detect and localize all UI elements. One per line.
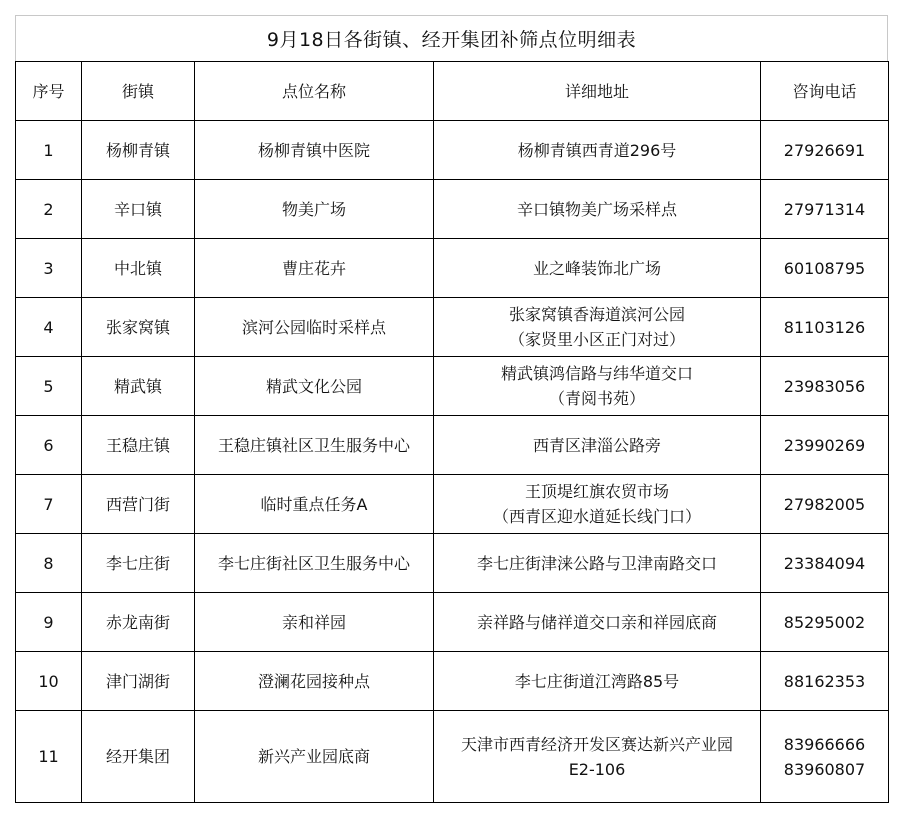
row-town: 李七庄街 bbox=[82, 534, 195, 593]
row-address-line: 天津市西青经济开发区赛达新兴产业园 bbox=[460, 734, 733, 754]
header-address: 详细地址 bbox=[434, 62, 761, 121]
table-row bbox=[16, 416, 889, 475]
row-address-line: （家贤里小区正门对过） bbox=[508, 330, 685, 349]
header-phone: 咨询电话 bbox=[761, 62, 889, 121]
row-phone-line: 83960807 bbox=[783, 759, 866, 779]
row-address bbox=[434, 652, 761, 711]
row-site: 王稳庄镇社区卫生服务中心 bbox=[195, 416, 434, 475]
row-address bbox=[434, 593, 761, 652]
row-index: 7 bbox=[16, 475, 82, 534]
table-row bbox=[16, 593, 889, 652]
row-phone bbox=[761, 593, 889, 652]
row-address bbox=[434, 180, 761, 239]
table-row bbox=[16, 357, 889, 416]
row-phone-line: 88162353 bbox=[783, 671, 866, 691]
table-row bbox=[16, 475, 889, 534]
row-town: 西营门街 bbox=[82, 475, 195, 534]
row-phone bbox=[761, 298, 889, 357]
row-phone-line: 81103126 bbox=[783, 317, 866, 337]
row-site: 新兴产业园底商 bbox=[195, 711, 434, 803]
row-address-line: 杨柳青镇西青道296号 bbox=[517, 140, 677, 160]
row-address-line: 亲祥路与储祥道交口亲和祥园底商 bbox=[476, 612, 717, 632]
row-phone-line: 85295002 bbox=[783, 612, 866, 632]
row-address-line: 精武镇鸿信路与纬华道交口 bbox=[500, 364, 693, 383]
row-address-line: 辛口镇物美广场采样点 bbox=[516, 199, 677, 219]
row-town: 杨柳青镇 bbox=[82, 121, 195, 180]
row-index: 11 bbox=[16, 711, 82, 803]
row-phone bbox=[761, 652, 889, 711]
row-phone-line: 23990269 bbox=[783, 435, 866, 455]
sheet bbox=[15, 15, 888, 803]
row-phone bbox=[761, 534, 889, 593]
row-site: 亲和祥园 bbox=[195, 593, 434, 652]
table-row bbox=[16, 652, 889, 711]
row-site: 澄澜花园接种点 bbox=[195, 652, 434, 711]
row-index: 9 bbox=[16, 593, 82, 652]
table-row bbox=[16, 239, 889, 298]
row-phone bbox=[761, 416, 889, 475]
row-address-line: （西青区迎水道延长线门口） bbox=[492, 507, 701, 526]
table-row bbox=[16, 711, 889, 803]
row-address bbox=[434, 121, 761, 180]
row-address bbox=[434, 711, 761, 803]
row-address-line: 张家窝镇香海道滨河公园 bbox=[508, 305, 685, 324]
row-index: 6 bbox=[16, 416, 82, 475]
row-address bbox=[434, 534, 761, 593]
row-phone-line: 27971314 bbox=[783, 199, 866, 219]
table-row bbox=[16, 534, 889, 593]
row-site: 精武文化公园 bbox=[195, 357, 434, 416]
row-index: 2 bbox=[16, 180, 82, 239]
table-title: 9月18日各街镇、经开集团补筛点位明细表 bbox=[15, 15, 888, 61]
row-phone bbox=[761, 357, 889, 416]
row-address-line: 西青区津淄公路旁 bbox=[532, 435, 661, 455]
row-index: 8 bbox=[16, 534, 82, 593]
row-town: 辛口镇 bbox=[82, 180, 195, 239]
sites-table bbox=[15, 61, 889, 803]
row-address bbox=[434, 475, 761, 534]
row-site: 临时重点任务A bbox=[195, 475, 434, 534]
row-index: 5 bbox=[16, 357, 82, 416]
row-phone-line: 27926691 bbox=[783, 140, 866, 160]
row-site: 滨河公园临时采样点 bbox=[195, 298, 434, 357]
header-index: 序号 bbox=[16, 62, 82, 121]
row-index: 10 bbox=[16, 652, 82, 711]
row-phone bbox=[761, 711, 889, 803]
row-town: 张家窝镇 bbox=[82, 298, 195, 357]
row-address-line: 王顶堤红旗农贸市场 bbox=[524, 482, 669, 501]
row-address bbox=[434, 416, 761, 475]
row-town: 精武镇 bbox=[82, 357, 195, 416]
row-site: 李七庄街社区卫生服务中心 bbox=[195, 534, 434, 593]
row-index: 4 bbox=[16, 298, 82, 357]
row-address-line: E2-106 bbox=[568, 759, 626, 779]
row-index: 1 bbox=[16, 121, 82, 180]
row-phone-line: 23983056 bbox=[783, 376, 866, 396]
row-site: 物美广场 bbox=[195, 180, 434, 239]
row-town: 赤龙南街 bbox=[82, 593, 195, 652]
row-town: 经开集团 bbox=[82, 711, 195, 803]
row-site: 曹庄花卉 bbox=[195, 239, 434, 298]
row-phone bbox=[761, 475, 889, 534]
row-phone bbox=[761, 180, 889, 239]
row-town: 津门湖街 bbox=[82, 652, 195, 711]
table-row bbox=[16, 298, 889, 357]
row-phone bbox=[761, 239, 889, 298]
row-address-line: 李七庄街道江湾路85号 bbox=[514, 671, 680, 691]
header-row bbox=[16, 62, 889, 121]
row-phone-line: 60108795 bbox=[783, 258, 866, 278]
table-row bbox=[16, 121, 889, 180]
row-town: 王稳庄镇 bbox=[82, 416, 195, 475]
row-town: 中北镇 bbox=[82, 239, 195, 298]
row-address-line: 业之峰装饰北广场 bbox=[532, 258, 661, 278]
row-site: 杨柳青镇中医院 bbox=[195, 121, 434, 180]
row-address-line: （青阅书苑） bbox=[548, 389, 645, 408]
table-row bbox=[16, 180, 889, 239]
row-phone-line: 23384094 bbox=[783, 553, 866, 573]
row-phone-line: 83966666 bbox=[783, 734, 866, 754]
row-address bbox=[434, 239, 761, 298]
row-address bbox=[434, 298, 761, 357]
row-address-line: 李七庄街津涞公路与卫津南路交口 bbox=[476, 553, 717, 573]
header-site: 点位名称 bbox=[195, 62, 434, 121]
row-address bbox=[434, 357, 761, 416]
row-phone bbox=[761, 121, 889, 180]
row-index: 3 bbox=[16, 239, 82, 298]
row-phone-line: 27982005 bbox=[783, 494, 866, 514]
header-town: 街镇 bbox=[82, 62, 195, 121]
